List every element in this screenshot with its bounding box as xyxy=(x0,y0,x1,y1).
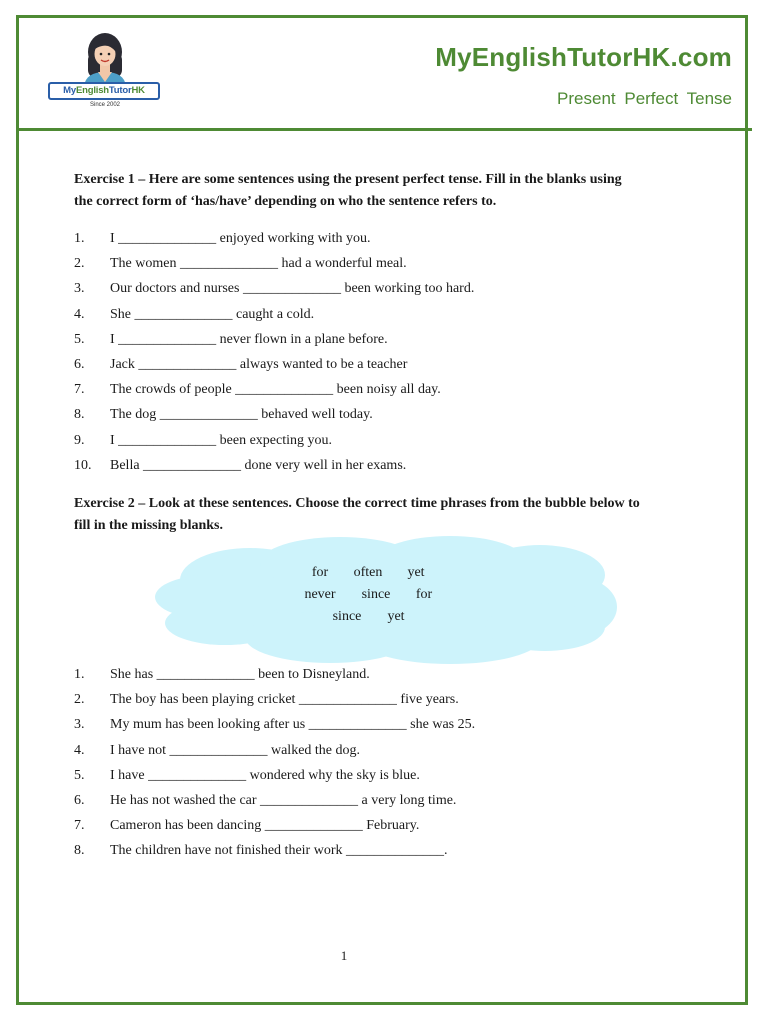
question-number: 9. xyxy=(74,432,85,448)
exercise1-question xyxy=(74,355,714,375)
question-text: The boy has been playing cricket ______________ five years. xyxy=(110,692,459,708)
tutor-avatar-icon xyxy=(46,30,164,86)
exercise1-instruction-line2: the correct form of ‘has/have’ depending on who the sentence refers to. xyxy=(74,194,497,209)
question-number: 6. xyxy=(74,793,85,808)
exercise1-question xyxy=(74,229,714,249)
question-number: 1. xyxy=(74,667,85,682)
exercise1-instruction-line1: Exercise 1 – Here are some sentences using the present perfect tense. Fill in the blanks using xyxy=(74,172,622,187)
question-text: I have ______________ wondered why the sky is blue. xyxy=(110,767,420,783)
question-text: Cameron has been dancing ______________ February. xyxy=(110,818,420,834)
bubble-word: for xyxy=(311,565,329,580)
question-number: 5. xyxy=(74,331,85,347)
exercise1-question xyxy=(74,405,714,425)
question-text: The dog ______________ behaved well today. xyxy=(110,407,373,423)
worksheet-subtitle: Present Perfect Tense xyxy=(557,89,732,108)
site-logo xyxy=(46,30,164,112)
page-number: 1 xyxy=(340,948,348,963)
logo-since: Since 2002 xyxy=(89,102,121,108)
question-number: 1. xyxy=(74,231,85,246)
question-text: The women ______________ had a wonderful meal. xyxy=(110,256,407,272)
exercise2-question xyxy=(74,715,714,735)
exercise2-question xyxy=(74,690,714,710)
exercise1-question xyxy=(74,330,714,350)
exercise2-question xyxy=(74,841,714,861)
question-number: 4. xyxy=(74,306,85,322)
bubble-word: often xyxy=(353,565,383,580)
exercise2-question xyxy=(74,665,714,685)
question-number: 2. xyxy=(74,256,85,272)
bubble-word: yet xyxy=(407,565,425,580)
exercise1-question xyxy=(74,456,714,476)
question-number: 10. xyxy=(74,457,92,473)
question-number: 8. xyxy=(74,407,85,423)
site-title: MyEnglishTutorHK.com xyxy=(435,42,732,72)
question-number: 6. xyxy=(74,357,85,372)
question-number: 2. xyxy=(74,692,85,708)
question-text: I ______________ never flown in a plane before. xyxy=(110,331,388,347)
bubble-word: for xyxy=(415,587,433,602)
question-text: The children have not finished their work ______________. xyxy=(110,843,448,859)
exercise1-instructions xyxy=(74,169,704,213)
question-number: 5. xyxy=(74,767,85,783)
exercise1-question xyxy=(74,279,714,299)
question-text: The crowds of people ______________ been noisy all day. xyxy=(110,382,441,398)
bubble-word: since xyxy=(361,587,391,602)
exercise2-question xyxy=(74,766,714,786)
exercise2-question xyxy=(74,741,714,761)
bubble-word: never xyxy=(304,587,336,602)
exercise1-question xyxy=(74,431,714,451)
exercise2-question xyxy=(74,791,714,811)
question-text: I have not ______________ walked the dog. xyxy=(110,742,361,758)
question-number: 3. xyxy=(74,281,85,297)
question-text: Our doctors and nurses ______________ been working too hard. xyxy=(110,281,475,297)
question-text: Bella ______________ done very well in her exams. xyxy=(110,457,407,473)
bubble-word: yet xyxy=(387,609,405,624)
question-text: She ______________ caught a cold. xyxy=(110,306,315,322)
header-divider xyxy=(16,128,752,131)
question-text: My mum has been looking after us ______________ she was 25. xyxy=(110,717,476,733)
question-text: I ______________ been expecting you. xyxy=(110,432,333,448)
question-text: He has not washed the car ______________ a very long time. xyxy=(110,793,457,808)
question-number: 7. xyxy=(74,382,85,398)
exercise2-question xyxy=(74,816,714,836)
exercise2-instructions xyxy=(74,493,704,537)
question-text: She has ______________ been to Disneyland. xyxy=(110,667,370,682)
question-number: 8. xyxy=(74,843,85,859)
exercise2-instruction-line1: Exercise 2 – Look at these sentences. Choose the correct time phrases from the bubble below to xyxy=(74,496,640,511)
logo-wordmark: MyEnglishTutorHK xyxy=(48,82,160,100)
question-number: 7. xyxy=(74,818,85,834)
question-text: Jack ______________ always wanted to be a teacher xyxy=(110,357,408,372)
question-text: I ______________ enjoyed working with you. xyxy=(110,231,371,246)
exercise2-instruction-line2: fill in the missing blanks. xyxy=(74,518,223,533)
question-number: 4. xyxy=(74,742,85,758)
exercise1-question xyxy=(74,380,714,400)
exercise1-question xyxy=(74,254,714,274)
exercise1-question xyxy=(74,305,714,325)
question-number: 3. xyxy=(74,717,85,733)
bubble-word: since xyxy=(332,609,362,624)
